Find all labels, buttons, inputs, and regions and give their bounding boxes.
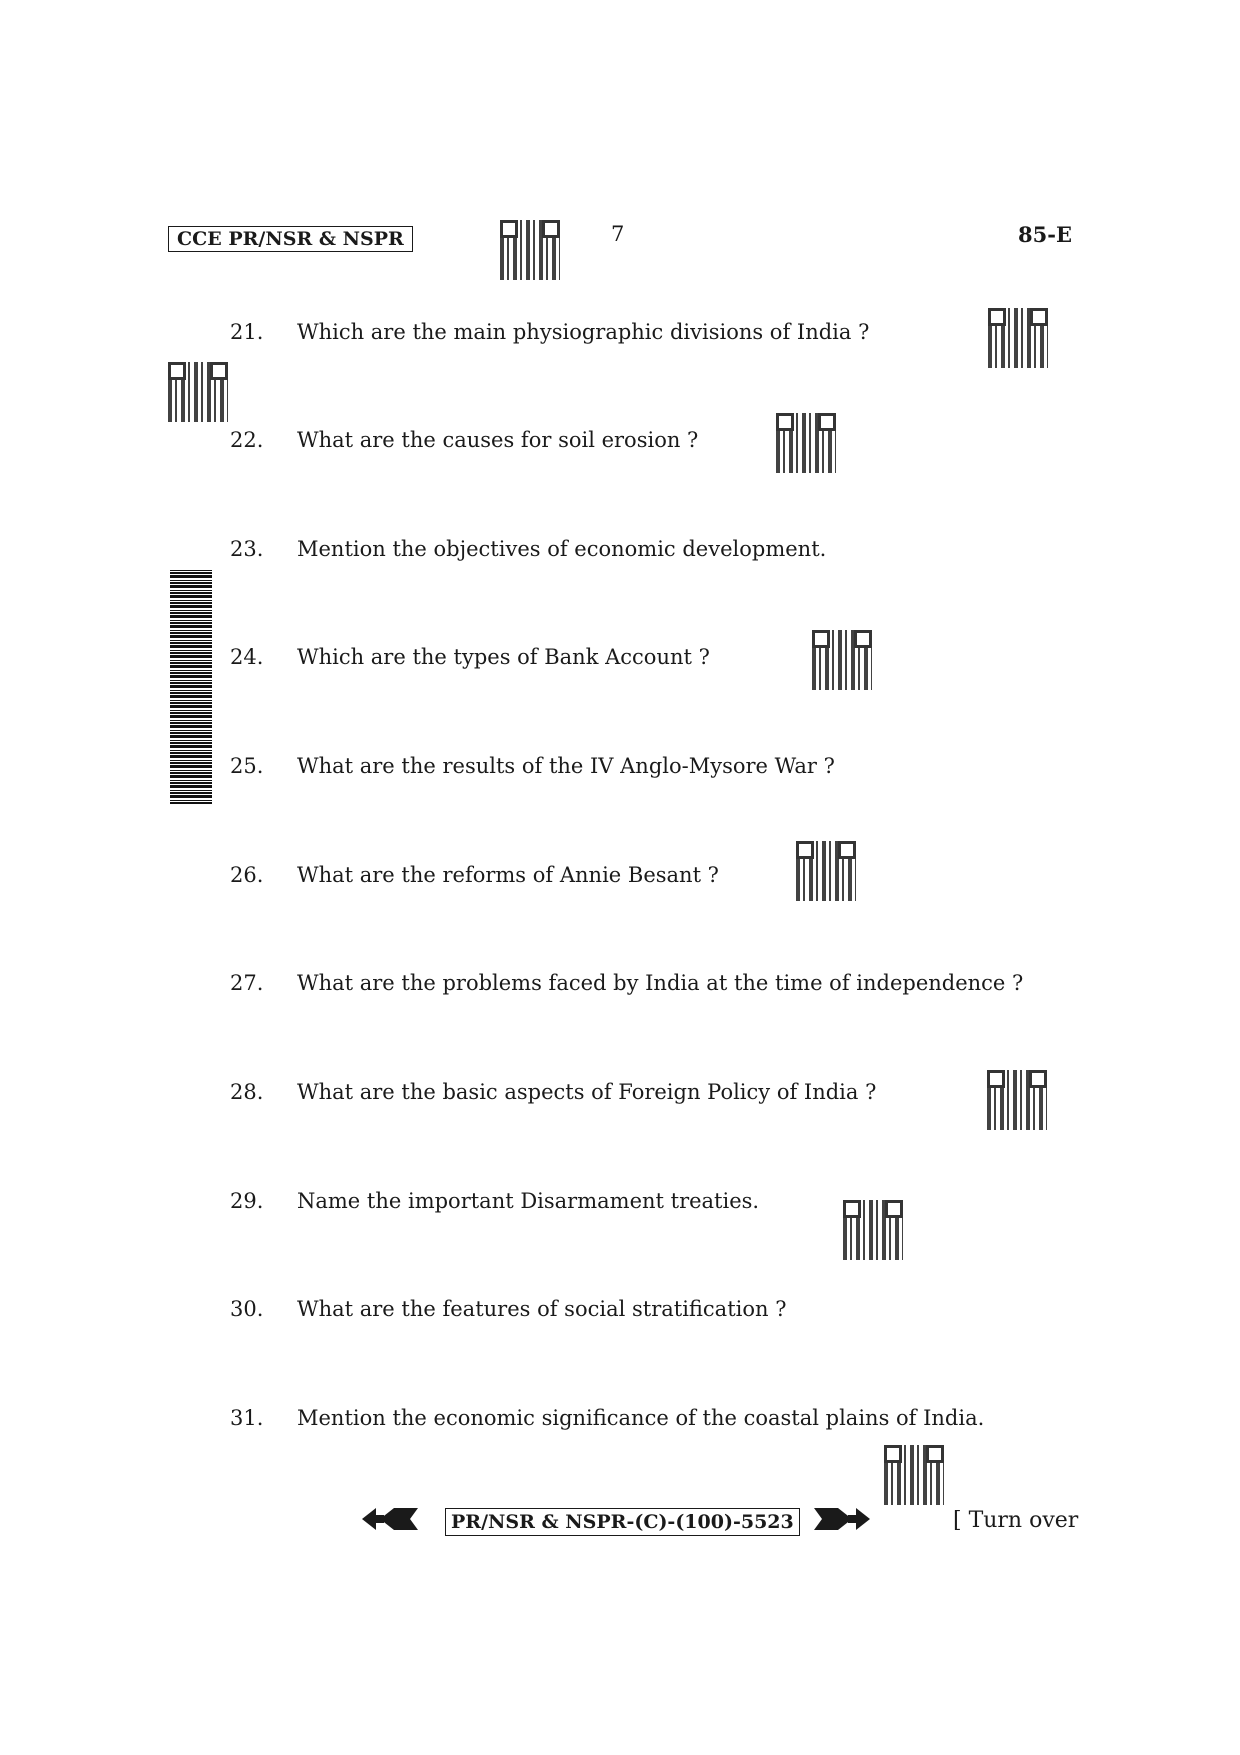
arrow-left-icon [362,1506,420,1532]
question-item [230,428,698,452]
question-text: Mention the economic significance of the coastal plains of India. [297,1406,985,1430]
question-item [230,1080,876,1104]
qr-code-icon [884,1445,944,1505]
qr-code-icon [168,362,228,422]
qr-code-icon [987,1070,1047,1130]
question-number: 25. [230,754,264,778]
question-item [230,1189,759,1213]
question-item [230,754,835,778]
qr-code-icon [812,630,872,690]
page-number: 7 [611,222,625,246]
question-item [230,1406,984,1430]
question-number: 23. [230,537,264,561]
qr-code-icon [776,413,836,473]
question-text: Which are the main physiographic divisions of India ? [297,320,870,344]
question-text: What are the problems faced by India at the time of independence ? [297,971,1024,995]
qr-code-icon [843,1200,903,1260]
question-number: 31. [230,1406,264,1430]
question-text: What are the results of the IV Anglo-Mysore War ? [297,754,835,778]
exam-label: CCE PR/NSR & NSPR [168,226,413,252]
question-item [230,1297,786,1321]
question-number: 27. [230,971,264,995]
question-item [230,863,719,887]
question-number: 28. [230,1080,264,1104]
qr-code-icon [988,308,1048,368]
question-text: Name the important Disarmament treaties. [297,1189,760,1213]
question-text: What are the causes for soil erosion ? [297,428,699,452]
question-text: Which are the types of Bank Account ? [297,645,710,669]
qr-code-icon [796,841,856,901]
question-text: What are the basic aspects of Foreign Policy of India ? [297,1080,877,1104]
question-number: 22. [230,428,264,452]
qr-code-icon [500,220,560,280]
footer-paper-code: PR/NSR & NSPR-(C)-(100)-5523 [445,1508,800,1536]
arrow-right-icon [812,1506,870,1532]
question-item [230,537,826,561]
question-number: 24. [230,645,264,669]
barcode-icon [170,570,212,804]
question-item [230,971,1023,995]
question-item [230,320,869,344]
question-item [230,645,710,669]
question-text: What are the features of social stratification ? [297,1297,787,1321]
question-number: 29. [230,1189,264,1213]
question-number: 21. [230,320,264,344]
question-text: Mention the objectives of economic development. [297,537,827,561]
turn-over-text: [ Turn over [953,1508,1079,1533]
question-number: 26. [230,863,264,887]
question-number: 30. [230,1297,264,1321]
paper-code: 85-E [1018,222,1072,247]
question-text: What are the reforms of Annie Besant ? [297,863,719,887]
